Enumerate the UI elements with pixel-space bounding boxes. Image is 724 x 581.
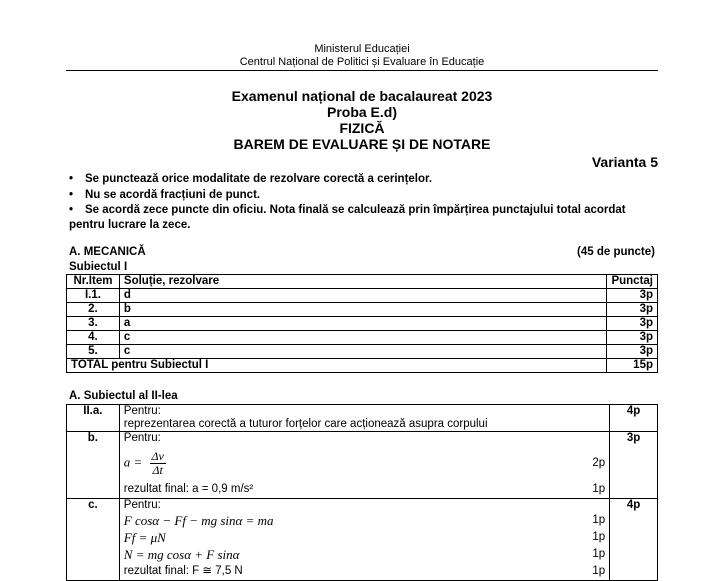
formula: Ff = μN	[123, 530, 166, 545]
bullet-item: • Nu se acordă fracțiuni de punct.	[69, 189, 261, 201]
result-line: rezultat final: F ≅ 7,5 N	[123, 565, 243, 577]
table-header-row	[67, 275, 658, 289]
exam-barem-title: BAREM DE EVALUARE ȘI DE NOTARE	[233, 136, 491, 152]
line-points: 2p	[592, 456, 606, 469]
bullet-item: • Se acordă zece puncte din oficiu. Nota finală se calculează prin împărțirea punctajului total acordat pentru lucrare la zece.	[69, 204, 626, 231]
exam-subject: FIZICĂ	[339, 120, 385, 136]
formula: a = $\frac{\Delta v}{\Delta t}$	[123, 448, 164, 477]
item-points: 4p	[610, 405, 658, 432]
formula: N = mg cosα + F sinα	[123, 547, 240, 562]
total-label: TOTAL pentru Subiectul I	[67, 359, 607, 373]
table-row	[67, 432, 658, 499]
subject2-table	[66, 404, 658, 581]
section-points: (45 de puncte)	[577, 246, 655, 258]
item-points: 3p	[610, 432, 658, 499]
table-row: I.1. d 3p	[67, 289, 658, 303]
center-header: Centrul Național de Politici și Evaluare în Educație	[239, 56, 485, 68]
line-points: 1p	[592, 483, 606, 495]
exam-proba: Proba E.d)	[326, 104, 397, 120]
subject-title: Subiectul I	[69, 261, 128, 273]
total-points: 15p	[607, 359, 658, 373]
row-intro: Pentru:	[123, 405, 161, 417]
line-points: 1p	[592, 531, 606, 543]
table-row: 3. a 3p	[67, 317, 658, 331]
table-row: 2. b 3p	[67, 303, 658, 317]
line-points: 1p	[592, 514, 606, 526]
fraction: $\frac{\Delta v}{\Delta t}$	[151, 448, 164, 477]
line-points: 1p	[592, 565, 606, 577]
table-row: 5. c 3p	[67, 345, 658, 359]
item-points: 4p	[610, 499, 658, 581]
formula: F cosα − Ff − mg sinα = ma	[123, 513, 274, 528]
result-line: rezultat final: a = 0,9 m/s²	[123, 483, 254, 495]
item-label: b.	[67, 432, 120, 499]
table-row	[67, 405, 658, 432]
table-row: 4. c 3p	[67, 331, 658, 345]
column-header: Nr.Item	[67, 275, 120, 289]
row-intro: Pentru:	[123, 499, 161, 511]
column-header: Punctaj	[607, 275, 658, 289]
item-label: c.	[67, 499, 120, 581]
exam-title: Examenul național de bacalaureat 2023	[231, 88, 493, 104]
header-divider	[66, 70, 658, 71]
row-line: reprezentarea corectă a tuturor forțelor care acționează asupra corpului	[123, 418, 488, 430]
ministry-header: Ministerul Educației	[314, 43, 410, 55]
section-title: A. MECANICĂ	[69, 246, 146, 258]
subject1-table	[66, 274, 658, 373]
line-points: 1p	[592, 548, 606, 560]
item-label: II.a.	[67, 405, 120, 432]
variant-label: Varianta 5	[591, 154, 658, 170]
table-row	[67, 499, 658, 581]
table-total-row	[67, 359, 658, 373]
bullet-item: • Se punctează orice modalitate de rezolvare corectă a cerințelor.	[69, 173, 433, 185]
row-intro: Pentru:	[123, 432, 161, 444]
column-header: Soluție, rezolvare	[119, 275, 607, 289]
subject2-title: A. Subiectul al II-lea	[69, 390, 178, 402]
